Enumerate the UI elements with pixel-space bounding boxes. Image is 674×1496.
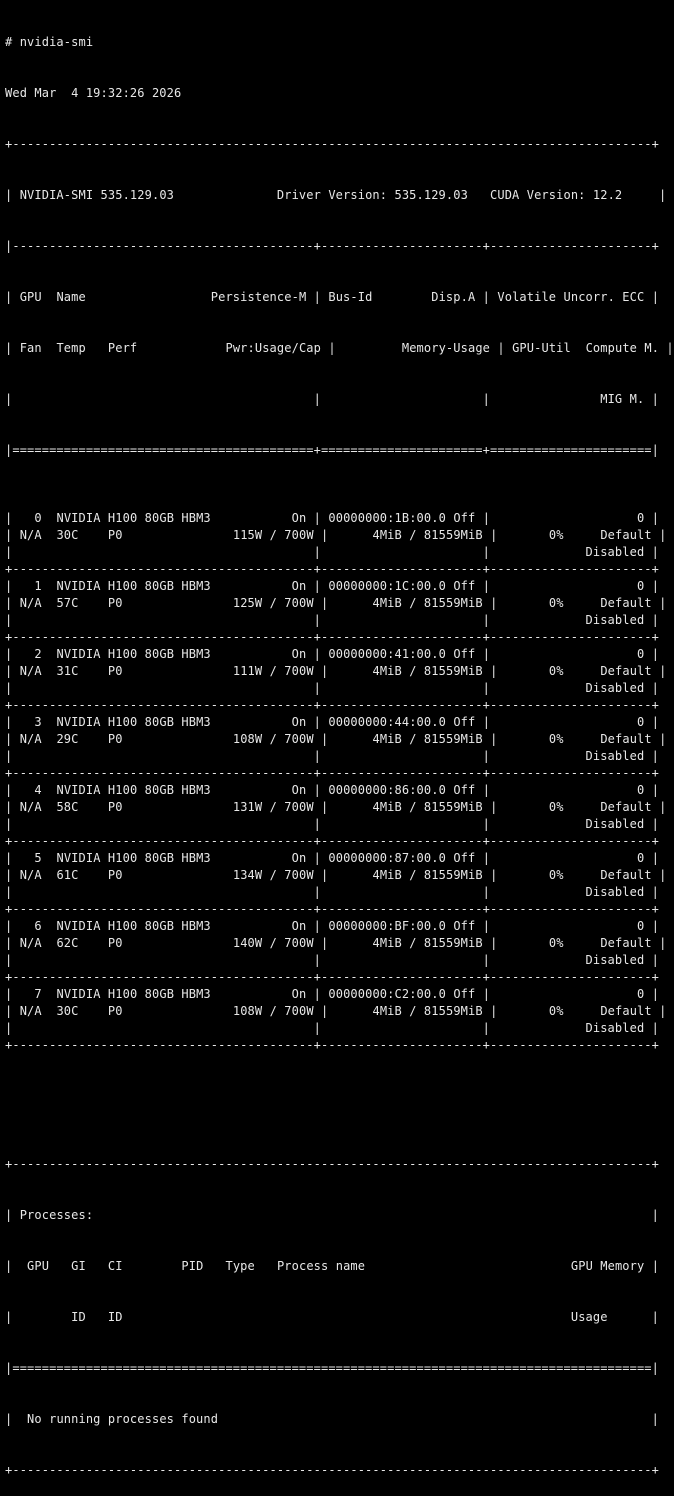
header-mig: MIG M. — [600, 392, 645, 406]
gpu-compute: Default — [600, 800, 652, 814]
gpu-ecc: 0 — [637, 783, 645, 797]
gpu-compute: Default — [600, 936, 652, 950]
gpu-persistence: On — [291, 579, 307, 593]
gpu-persistence: On — [291, 647, 307, 661]
gpu-line-3: | | | Disabled | — [5, 817, 660, 831]
gpu-compute: Default — [600, 868, 652, 882]
gpu-compute: Default — [600, 732, 652, 746]
gpu-perf: P0 — [107, 732, 123, 746]
gpu-util: 0% — [548, 800, 564, 814]
gpu-line-2: | N/A 29C P0 108W / 700W | 4MiB / 81559MiB | 0% Default | — [5, 732, 667, 746]
table-border: +-----------------------------------------+----------------------+----------------------+ — [5, 766, 659, 780]
gpu-mig: Disabled — [585, 749, 645, 763]
gpu-disp: Off — [453, 919, 476, 933]
header-util: GPU-Util — [512, 341, 571, 355]
gpu-persistence: On — [291, 851, 307, 865]
gpu-ecc: 0 — [637, 715, 645, 729]
gpu-line-3: | | | Disabled | — [5, 885, 660, 899]
gpu-row — [5, 510, 667, 578]
gpu-name: NVIDIA H100 80GB HBM3 — [56, 511, 211, 525]
gpu-name: NVIDIA H100 80GB HBM3 — [56, 987, 211, 1001]
table-border: +-----------------------------------------+----------------------+----------------------+ — [5, 698, 659, 712]
smi-version: 535.129.03 — [100, 188, 175, 202]
gpu-name: NVIDIA H100 80GB HBM3 — [56, 647, 211, 661]
gpu-row — [5, 714, 667, 782]
gpu-persistence: On — [291, 511, 307, 525]
gpu-bus-id: 00000000:1B:00.0 — [328, 511, 446, 525]
gpu-index: 7 — [34, 987, 42, 1001]
gpu-memory: 4MiB / 81559MiB — [372, 800, 483, 814]
header-ecc: Volatile Uncorr. ECC — [497, 290, 645, 304]
gpu-memory: 4MiB / 81559MiB — [372, 868, 483, 882]
gpu-util: 0% — [548, 936, 564, 950]
gpu-line-3: | | | Disabled | — [5, 749, 660, 763]
gpu-line-2: | N/A 31C P0 111W / 700W | 4MiB / 81559MiB | 0% Default | — [5, 664, 667, 678]
gpu-line-2: | N/A 30C P0 108W / 700W | 4MiB / 81559MiB | 0% Default | — [5, 1004, 667, 1018]
gpu-temp: 30C — [56, 1004, 79, 1018]
processes-header-1: | GPU GI CI PID Type Process name GPU Memory | — [5, 1259, 660, 1273]
gpu-power: 115W / 700W — [232, 528, 314, 542]
gpu-index: 4 — [34, 783, 42, 797]
gpu-power: 111W / 700W — [232, 664, 314, 678]
gpu-fan: N/A — [19, 936, 42, 950]
gpu-perf: P0 — [107, 1004, 123, 1018]
gpu-index: 6 — [34, 919, 42, 933]
gpu-disp: Off — [453, 647, 476, 661]
gpu-ecc: 0 — [637, 851, 645, 865]
header-row-1: | GPU Name Persistence-M | Bus-Id Disp.A | Volatile Uncorr. ECC | — [5, 290, 660, 304]
proc-header-usage: Usage — [570, 1310, 608, 1324]
gpu-row — [5, 986, 667, 1054]
gpu-util: 0% — [548, 732, 564, 746]
gpu-perf: P0 — [107, 664, 123, 678]
gpu-perf: P0 — [107, 800, 123, 814]
gpu-util: 0% — [548, 528, 564, 542]
processes-row: | No running processes found | — [5, 1412, 660, 1426]
gpu-mig: Disabled — [585, 545, 645, 559]
gpu-row — [5, 782, 667, 850]
gpu-fan: N/A — [19, 596, 42, 610]
gpu-index: 2 — [34, 647, 42, 661]
proc-header-type: Type — [225, 1259, 255, 1273]
gpu-list — [5, 510, 667, 1054]
table-border: +-----------------------------------------+----------------------+----------------------+ — [5, 562, 659, 576]
table-border: +-----------------------------------------+----------------------+----------------------+ — [5, 834, 659, 848]
gpu-mig: Disabled — [585, 613, 645, 627]
gpu-compute: Default — [600, 528, 652, 542]
header-disp: Disp.A — [431, 290, 476, 304]
gpu-row — [5, 578, 667, 646]
gpu-bus-id: 00000000:44:00.0 — [328, 715, 446, 729]
gpu-perf: P0 — [107, 868, 123, 882]
gpu-row — [5, 850, 667, 918]
gpu-perf: P0 — [107, 936, 123, 950]
gpu-index: 0 — [34, 511, 42, 525]
gpu-memory: 4MiB / 81559MiB — [372, 664, 483, 678]
gpu-memory: 4MiB / 81559MiB — [372, 528, 483, 542]
gpu-power: 131W / 700W — [232, 800, 314, 814]
gpu-temp: 30C — [56, 528, 79, 542]
gpu-compute: Default — [600, 596, 652, 610]
header-compute: Compute M. — [585, 341, 660, 355]
gpu-temp: 31C — [56, 664, 79, 678]
gpu-name: NVIDIA H100 80GB HBM3 — [56, 715, 211, 729]
gpu-line-1: | 6 NVIDIA H100 80GB HBM3 On | 00000000:BF:00.0 Off | 0 | — [5, 919, 660, 933]
table-border: +---------------------------------------------------------------------------------------+ — [5, 1463, 659, 1477]
gpu-line-1: | 7 NVIDIA H100 80GB HBM3 On | 00000000:C2:00.0 Off | 0 | — [5, 987, 660, 1001]
timestamp: Wed Mar 4 19:32:26 2026 — [5, 86, 182, 100]
gpu-memory: 4MiB / 81559MiB — [372, 1004, 483, 1018]
gpu-memory: 4MiB / 81559MiB — [372, 732, 483, 746]
no-processes-message: No running processes found — [27, 1412, 219, 1426]
table-border: |=======================================================================================| — [5, 1361, 659, 1375]
processes-header-2: | ID ID Usage | — [5, 1310, 660, 1324]
table-border: +-----------------------------------------+----------------------+----------------------+ — [5, 630, 659, 644]
gpu-disp: Off — [453, 987, 476, 1001]
gpu-temp: 61C — [56, 868, 79, 882]
gpu-bus-id: 00000000:BF:00.0 — [328, 919, 446, 933]
gpu-line-3: | | | Disabled | — [5, 613, 660, 627]
table-border: +-----------------------------------------+----------------------+----------------------+ — [5, 970, 659, 984]
table-border: +---------------------------------------------------------------------------------------+ — [5, 137, 659, 151]
gpu-line-2: | N/A 62C P0 140W / 700W | 4MiB / 81559MiB | 0% Default | — [5, 936, 667, 950]
gpu-index: 3 — [34, 715, 42, 729]
gpu-line-3: | | | Disabled | — [5, 953, 660, 967]
proc-header-ci-id: ID — [107, 1310, 123, 1324]
gpu-mig: Disabled — [585, 681, 645, 695]
version-row: | NVIDIA-SMI 535.129.03 Driver Version: 535.129.03 CUDA Version: 12.2 | — [5, 188, 667, 202]
gpu-temp: 62C — [56, 936, 79, 950]
gpu-name: NVIDIA H100 80GB HBM3 — [56, 919, 211, 933]
gpu-fan: N/A — [19, 800, 42, 814]
gpu-line-3: | | | Disabled | — [5, 681, 660, 695]
proc-header-ci: CI — [107, 1259, 123, 1273]
gpu-bus-id: 00000000:C2:00.0 — [328, 987, 446, 1001]
gpu-disp: Off — [453, 715, 476, 729]
gpu-temp: 58C — [56, 800, 79, 814]
gpu-ecc: 0 — [637, 647, 645, 661]
gpu-line-3: | | | Disabled | — [5, 1021, 660, 1035]
gpu-row — [5, 918, 667, 986]
processes-title: Processes: — [19, 1208, 94, 1222]
proc-header-mem: GPU Memory — [570, 1259, 645, 1273]
gpu-bus-id: 00000000:41:00.0 — [328, 647, 446, 661]
header-bus-id: Bus-Id — [328, 290, 373, 304]
proc-header-name: Process name — [276, 1259, 366, 1273]
gpu-line-1: | 5 NVIDIA H100 80GB HBM3 On | 00000000:87:00.0 Off | 0 | — [5, 851, 660, 865]
command-line: # nvidia-smi — [5, 35, 94, 49]
gpu-line-2: | N/A 61C P0 134W / 700W | 4MiB / 81559MiB | 0% Default | — [5, 868, 667, 882]
gpu-persistence: On — [291, 783, 307, 797]
proc-header-gi: GI — [71, 1259, 86, 1273]
gpu-line-1: | 3 NVIDIA H100 80GB HBM3 On | 00000000:44:00.0 Off | 0 | — [5, 715, 660, 729]
gpu-name: NVIDIA H100 80GB HBM3 — [56, 579, 211, 593]
header-row-3: | | | MIG M. | — [5, 392, 660, 406]
gpu-mig: Disabled — [585, 1021, 645, 1035]
table-border: |=========================================+======================+======================| — [5, 443, 659, 457]
gpu-line-2: | N/A 58C P0 131W / 700W | 4MiB / 81559MiB | 0% Default | — [5, 800, 667, 814]
gpu-mig: Disabled — [585, 817, 645, 831]
gpu-temp: 57C — [56, 596, 79, 610]
gpu-util: 0% — [548, 1004, 564, 1018]
gpu-persistence: On — [291, 919, 307, 933]
gpu-fan: N/A — [19, 868, 42, 882]
gpu-ecc: 0 — [637, 579, 645, 593]
header-row-2: | Fan Temp Perf Pwr:Usage/Cap | Memory-Usage | GPU-Util Compute M. | — [5, 341, 674, 355]
gpu-fan: N/A — [19, 1004, 42, 1018]
gpu-disp: Off — [453, 511, 476, 525]
gpu-power: 140W / 700W — [232, 936, 314, 950]
gpu-bus-id: 00000000:87:00.0 — [328, 851, 446, 865]
gpu-line-1: | 2 NVIDIA H100 80GB HBM3 On | 00000000:41:00.0 Off | 0 | — [5, 647, 660, 661]
gpu-line-2: | N/A 57C P0 125W / 700W | 4MiB / 81559MiB | 0% Default | — [5, 596, 667, 610]
gpu-util: 0% — [548, 596, 564, 610]
proc-header-pid: PID — [181, 1259, 204, 1273]
gpu-line-3: | | | Disabled | — [5, 545, 660, 559]
gpu-perf: P0 — [107, 596, 123, 610]
gpu-fan: N/A — [19, 664, 42, 678]
processes-title-row: | Processes: | — [5, 1208, 659, 1222]
proc-header-gi-id: ID — [71, 1310, 86, 1324]
gpu-ecc: 0 — [637, 919, 645, 933]
gpu-mig: Disabled — [585, 885, 645, 899]
gpu-fan: N/A — [19, 528, 42, 542]
gpu-bus-id: 00000000:1C:00.0 — [328, 579, 446, 593]
header-memory: Memory-Usage — [401, 341, 491, 355]
gpu-index: 1 — [34, 579, 42, 593]
gpu-mig: Disabled — [585, 953, 645, 967]
gpu-perf: P0 — [107, 528, 123, 542]
gpu-memory: 4MiB / 81559MiB — [372, 936, 483, 950]
table-border: |-----------------------------------------+----------------------+----------------------+ — [5, 239, 659, 253]
gpu-bus-id: 00000000:86:00.0 — [328, 783, 446, 797]
gpu-row — [5, 646, 667, 714]
gpu-compute: Default — [600, 664, 652, 678]
gpu-line-1: | 4 NVIDIA H100 80GB HBM3 On | 00000000:86:00.0 Off | 0 | — [5, 783, 660, 797]
gpu-line-2: | N/A 30C P0 115W / 700W | 4MiB / 81559MiB | 0% Default | — [5, 528, 667, 542]
gpu-temp: 29C — [56, 732, 79, 746]
driver-version: 535.129.03 — [394, 188, 468, 202]
gpu-memory: 4MiB / 81559MiB — [372, 596, 483, 610]
gpu-power: 125W / 700W — [232, 596, 314, 610]
proc-header-gpu: GPU — [27, 1259, 50, 1273]
gpu-persistence: On — [291, 715, 307, 729]
gpu-power: 108W / 700W — [232, 732, 314, 746]
gpu-name: NVIDIA H100 80GB HBM3 — [56, 851, 211, 865]
gpu-compute: Default — [600, 1004, 652, 1018]
gpu-disp: Off — [453, 851, 476, 865]
table-border: +-----------------------------------------+----------------------+----------------------+ — [5, 902, 659, 916]
header-fan-temp-perf: Fan Temp Perf — [19, 341, 138, 355]
header-gpu-name: GPU Name — [19, 290, 86, 304]
gpu-util: 0% — [548, 868, 564, 882]
gpu-disp: Off — [453, 783, 476, 797]
table-border: +-----------------------------------------+----------------------+----------------------+ — [5, 1038, 659, 1052]
gpu-ecc: 0 — [637, 987, 645, 1001]
gpu-disp: Off — [453, 579, 476, 593]
header-persistence: Persistence-M — [210, 290, 307, 304]
gpu-persistence: On — [291, 987, 307, 1001]
table-border: +---------------------------------------------------------------------------------------+ — [5, 1157, 659, 1171]
terminal-output[interactable] — [5, 0, 674, 1477]
gpu-fan: N/A — [19, 732, 42, 746]
gpu-power: 108W / 700W — [232, 1004, 314, 1018]
cuda-version: 12.2 — [592, 188, 623, 202]
gpu-line-1: | 1 NVIDIA H100 80GB HBM3 On | 00000000:1C:00.0 Off | 0 | — [5, 579, 660, 593]
gpu-line-1: | 0 NVIDIA H100 80GB HBM3 On | 00000000:1B:00.0 Off | 0 | — [5, 511, 660, 525]
gpu-name: NVIDIA H100 80GB HBM3 — [56, 783, 211, 797]
header-power: Pwr:Usage/Cap — [225, 341, 321, 355]
gpu-index: 5 — [34, 851, 42, 865]
gpu-power: 134W / 700W — [232, 868, 314, 882]
gpu-util: 0% — [548, 664, 564, 678]
gpu-ecc: 0 — [637, 511, 645, 525]
